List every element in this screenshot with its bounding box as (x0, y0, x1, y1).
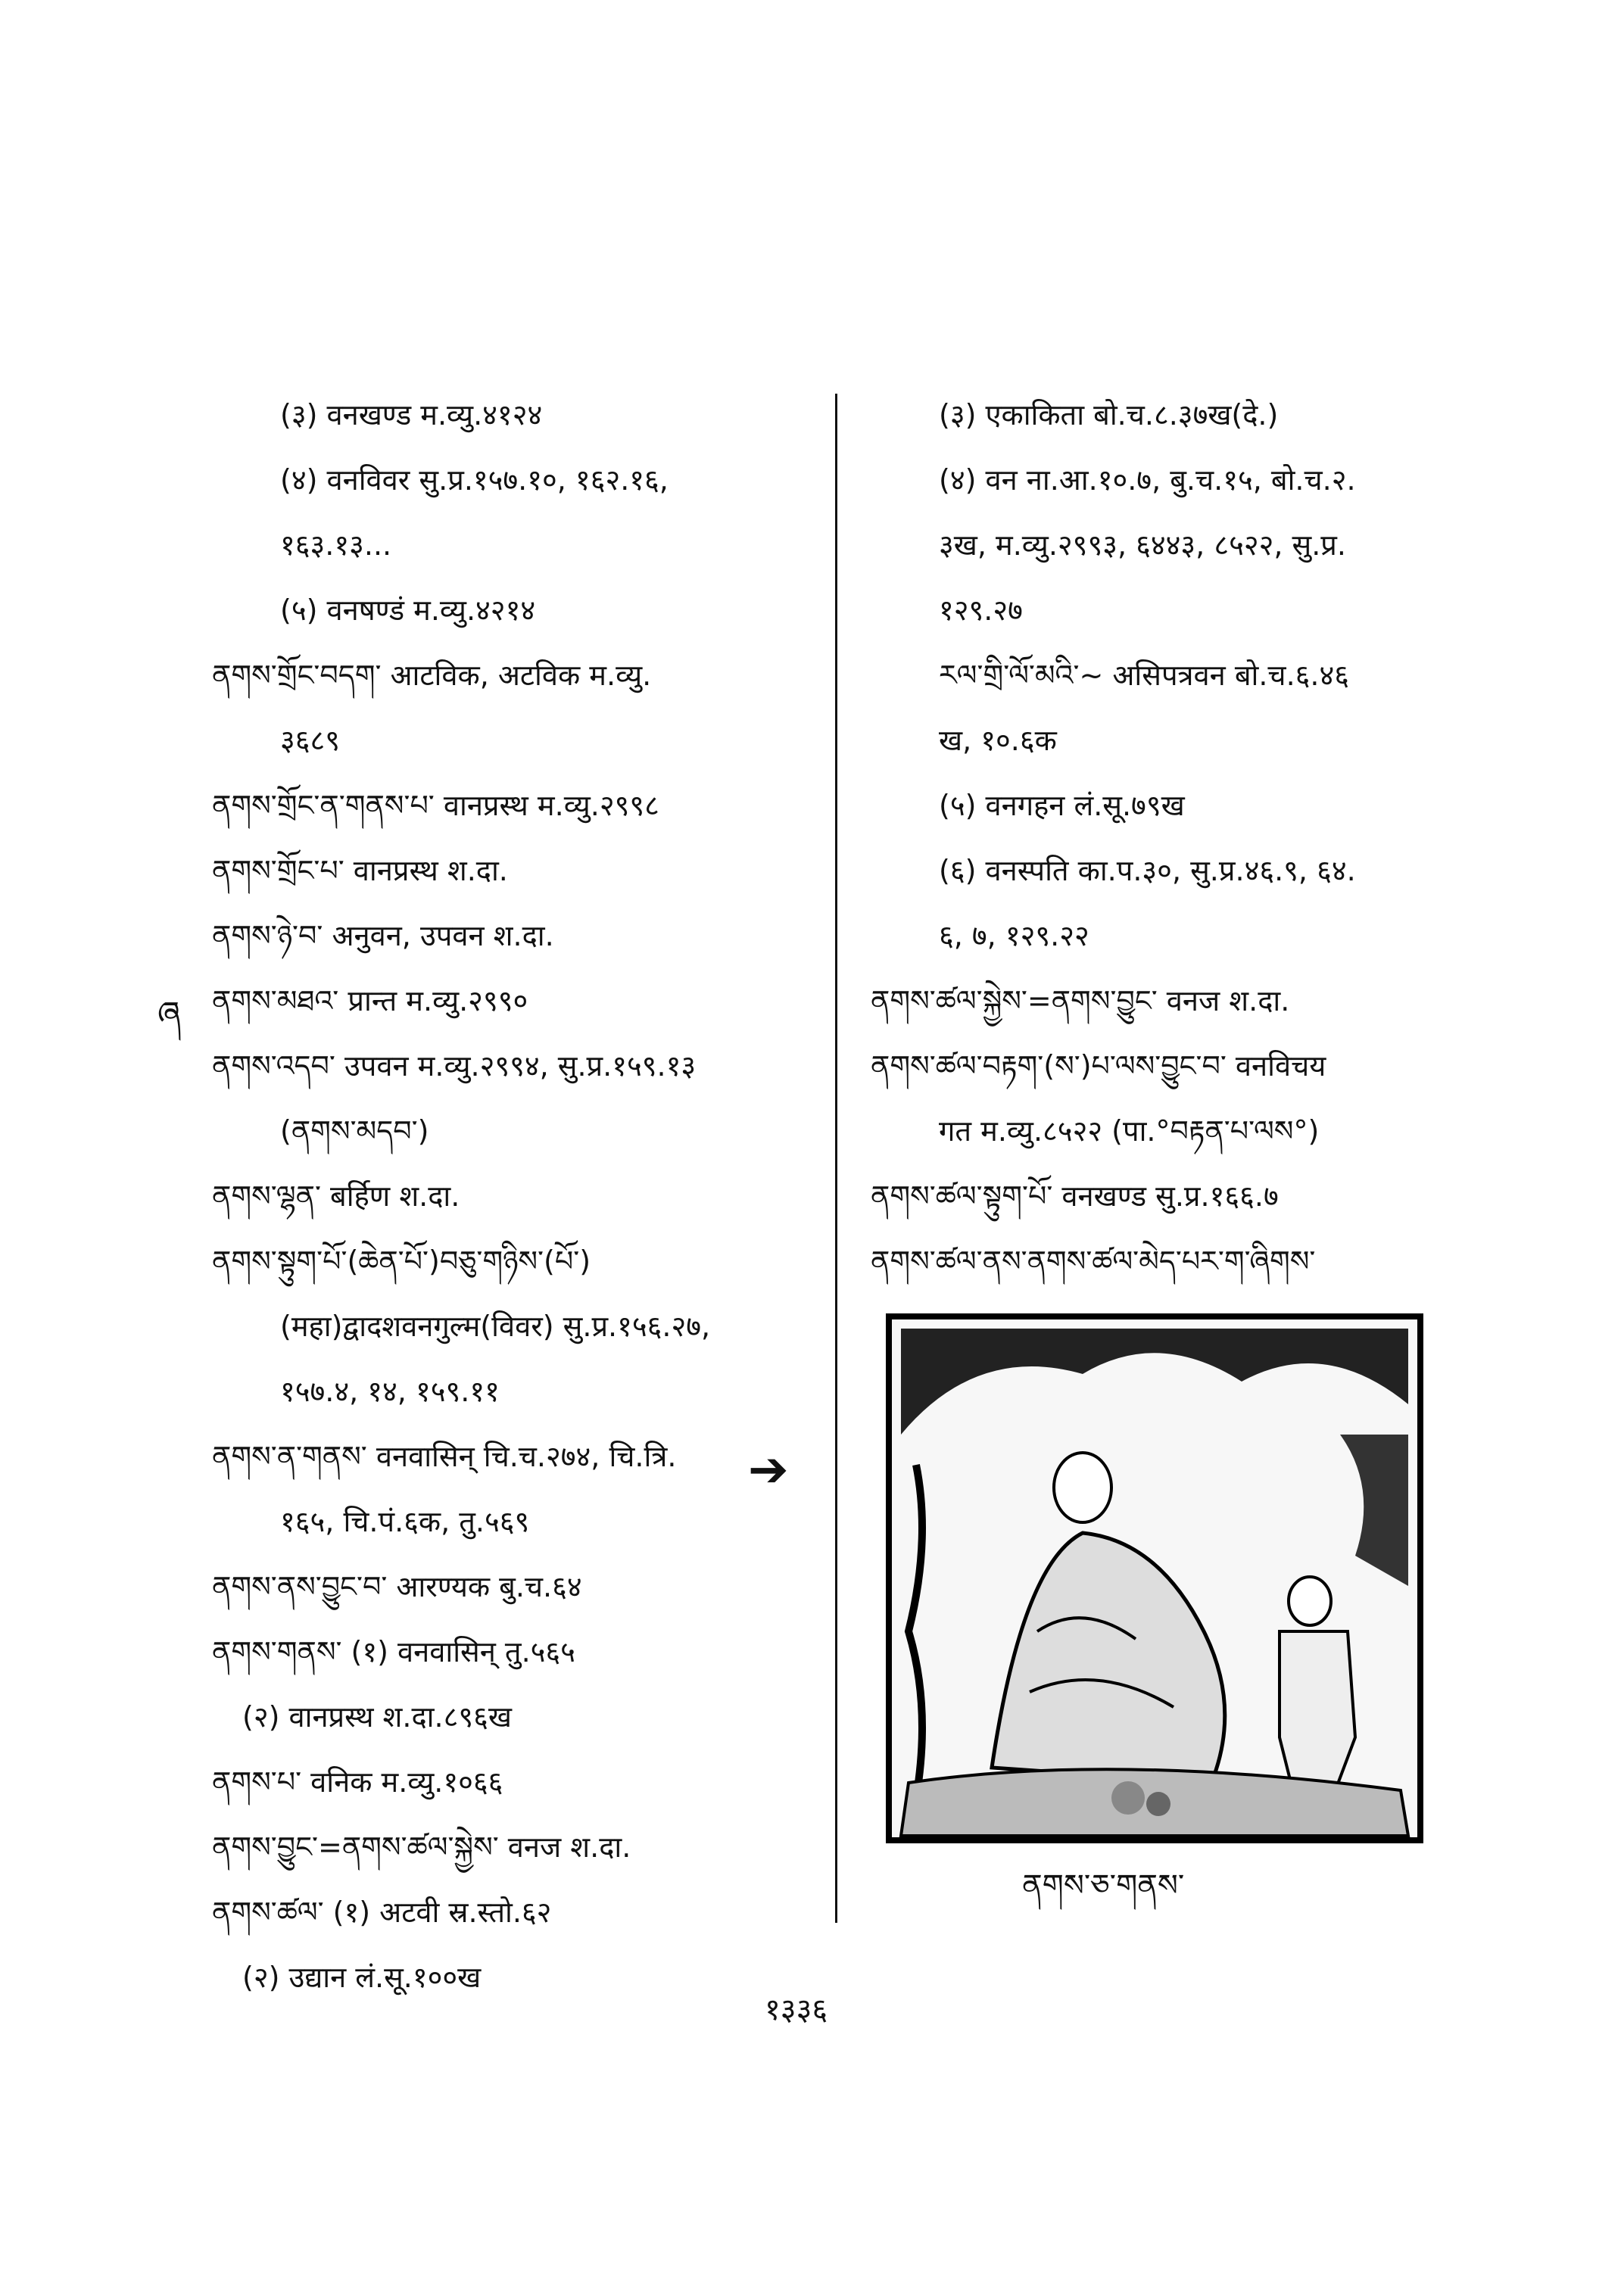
dictionary-entry-line: १६३.१३... (280, 528, 392, 562)
dictionary-entry-line: १६५, चि.पं.६क, तु.५६९ (280, 1505, 530, 1538)
illustration-caption: ནགས་ཅ་གནས་ (1022, 1868, 1185, 1903)
dictionary-entry-line: (३) वनखण्ड म.व्यु.४१२४ (280, 398, 543, 431)
left-column (212, 382, 833, 2010)
dictionary-entry-line: ནགས་ལྷན་ बर्हिण श.दा. (212, 1179, 460, 1213)
right-column (871, 382, 1492, 1294)
dictionary-entry-line: ནགས་ཚལ་བརྟག་(ས་)པ་ལས་བྱུང་བ་ वनविचय (871, 1049, 1326, 1083)
dictionary-entry-line: ནགས་ཉེ་བ་ अनुवन, उपवन श.दा. (212, 919, 554, 952)
dictionary-entry-line: ནགས་གྲོང་བདག་ आटविक, अटविक म.व्यु. (212, 659, 652, 692)
dictionary-entry-line: ནགས་བྱུང་=ནགས་ཚལ་སྐྱེས་ वनज श.दा. (212, 1830, 631, 1864)
dictionary-entry-line: ནགས་འདབ་ उपवन म.व्यु.२९९४, सु.प्र.१५९.१३ (212, 1049, 697, 1083)
dictionary-entry-line: ནགས་སྟུག་པོ་(ཆེན་པོ་)བཅུ་གཉིས་(པོ་) (212, 1245, 591, 1278)
dictionary-entry-line: ནགས་ཚལ་ (१) अटवी स्र.स्तो.६२ (212, 1896, 552, 1929)
dictionary-entry-line: (४) वनविवर सु.प्र.१५७.१०, १६२.१६, (280, 463, 669, 497)
dictionary-entry-line: गत म.व्यु.८५२२ (पा.°བརྟན་པ་ལས°) (939, 1114, 1320, 1148)
dictionary-entry-line: (६) वनस्पति का.प.३०, सु.प्र.४६.९, ६४. (939, 854, 1356, 887)
dictionary-entry-line: ནགས་ཚལ་སྟུག་པོ་ वनखण्ड सु.प्र.१६६.७ (871, 1179, 1279, 1213)
dictionary-entry-line: (५) वनषण्डं म.व्यु.४२१४ (280, 594, 536, 627)
dictionary-entry-line: (४) वन ना.आ.१०.७, बु.च.१५, बो.च.२. (939, 463, 1356, 497)
arrow-icon: ➔ (748, 1442, 789, 1498)
dictionary-entry-line: ནགས་ན་གནས་ वनवासिन् चि.च.२७४, चि.त्रि. (212, 1440, 677, 1473)
dictionary-entry-line: (ནགས་མདབ་) (280, 1114, 429, 1148)
dictionary-entry-line: ནགས་གྲོང་པ་ वानप्रस्थ श.दा. (212, 854, 508, 887)
dictionary-entry-line: རལ་གྲི་ལོ་མའི་~ असिपत्रवन बो.च.६.४६ (939, 659, 1350, 692)
dictionary-entry-line: ནགས་པ་ वनिक म.व्यु.१०६६ (212, 1765, 503, 1799)
dictionary-entry-line: ནགས་ཚལ་ནས་ནགས་ཚལ་མེད་པར་ག་ཞིགས་ (871, 1245, 1316, 1278)
column-divider (835, 394, 837, 1923)
dictionary-entry-line: ནགས་གནས་ (१) वनवासिन् तु.५६५ (212, 1635, 575, 1668)
dictionary-entry-line: ३६८९ (280, 724, 341, 757)
dictionary-entry-line: ६, ७, १२९.२२ (939, 919, 1089, 952)
dictionary-entry-line: ནགས་ནས་བྱུང་བ་ आरण्यक बु.च.६४ (212, 1570, 582, 1603)
dictionary-entry-line: (३) एकाकिता बो.च.८.३७ख(दे.) (939, 398, 1279, 431)
dictionary-entry-line: ནགས་ཚལ་སྐྱེས་=ནགས་བྱུང་ वनज श.दा. (871, 984, 1290, 1017)
dictionary-entry-line: ནགས་གྲོང་ན་གནས་པ་ वानप्रस्थ म.व्यु.२९९८ (212, 789, 659, 822)
dictionary-entry-line: ख, १०.६क (939, 724, 1057, 757)
dictionary-entry-line: (महा)द्वादशवनगुल्म(विवर) सु.प्र.१५६.२७, (280, 1310, 711, 1343)
woodblock-illustration (886, 1313, 1423, 1843)
dictionary-entry-line: १२९.२७ (939, 594, 1023, 627)
dictionary-entry-line: ནགས་མཐའ་ प्रान्त म.व्यु.२९९० (212, 984, 528, 1017)
dictionary-entry-line: (२) उद्यान लं.सू.१००ख (242, 1961, 482, 1994)
dictionary-entry-line: ३ख, म.व्यु.२९९३, ६४४३, ८५२२, सु.प्र. (939, 528, 1346, 562)
dictionary-entry-line: (२) वानप्रस्थ श.दा.८९६ख (242, 1700, 512, 1734)
dictionary-entry-line: १५७.४, १४, १५९.११ (280, 1375, 500, 1408)
thumb-index-tab: ཞ (157, 995, 181, 1033)
page-number: १३३६ (765, 1992, 828, 2027)
dictionary-entry-line: (५) वनगहन लं.सू.७९ख (939, 789, 1185, 822)
